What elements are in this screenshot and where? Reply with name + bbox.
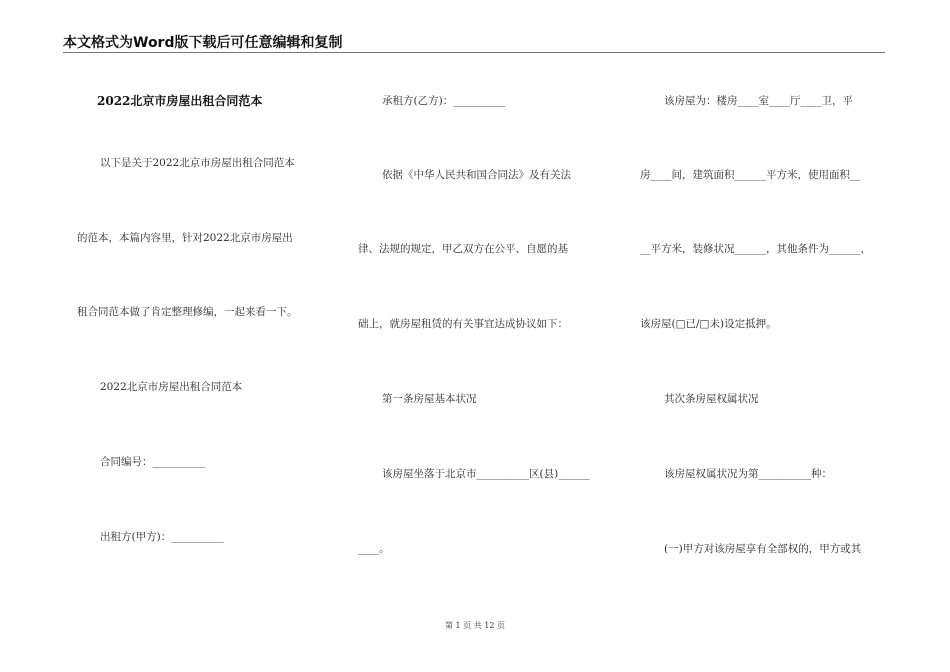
section-heading: 第一条房屋基本状况 bbox=[382, 393, 477, 405]
middle-paragraph-line: 律、法规的规定，甲乙双方在公平、自愿的基 bbox=[358, 243, 568, 255]
middle-paragraph-line: 该房屋坐落于北京市__________区(县)______ bbox=[382, 468, 590, 480]
left-paragraph-line: 以下是关于2022北京市房屋出租合同范本 bbox=[100, 157, 295, 169]
right-paragraph-line: __平方米，装修状况______，其他条件为______， bbox=[640, 243, 871, 255]
page-number: 第 1 页 共 12 页 bbox=[445, 621, 505, 630]
left-paragraph-line: 的范本，本篇内容里，针对2022北京市房屋出 bbox=[77, 232, 293, 244]
right-paragraph-line: 该房屋权属状况为第__________种： bbox=[664, 468, 832, 480]
middle-paragraph-line: 依据《中华人民共和国合同法》及有关法 bbox=[382, 169, 571, 181]
contract-number-field: 合同编号：__________ bbox=[100, 456, 205, 468]
lessor-field: 出租方(甲方)：__________ bbox=[100, 531, 224, 543]
right-paragraph-line: 该房屋为：楼房____室____厅____卫，平 bbox=[664, 95, 853, 107]
header-divider bbox=[63, 52, 885, 53]
section-heading: 其次条房屋权属状况 bbox=[664, 393, 759, 405]
right-paragraph-line: (一)甲方对该房屋享有全部权的，甲方或其 bbox=[664, 543, 862, 555]
right-paragraph-line: 房____间，建筑面积______平方米，使用面积__ bbox=[640, 169, 861, 181]
lessee-field: 承租方(乙方)：__________ bbox=[382, 95, 506, 107]
document-title: 2022北京市房屋出租合同范本 bbox=[97, 94, 263, 108]
middle-paragraph-line: ____。 bbox=[358, 543, 390, 555]
document-header: 本文格式为Word版下载后可任意编辑和复制 bbox=[63, 35, 343, 51]
contract-subtitle: 2022北京市房屋出租合同范本 bbox=[100, 381, 243, 393]
right-paragraph-line: 该房屋(□已/□未)设定抵押。 bbox=[640, 318, 777, 330]
middle-paragraph-line: 础上，就房屋租赁的有关事宜达成协议如下： bbox=[358, 318, 568, 330]
left-paragraph-line: 租合同范本做了肯定整理修编，一起来看一下。 bbox=[77, 306, 298, 318]
